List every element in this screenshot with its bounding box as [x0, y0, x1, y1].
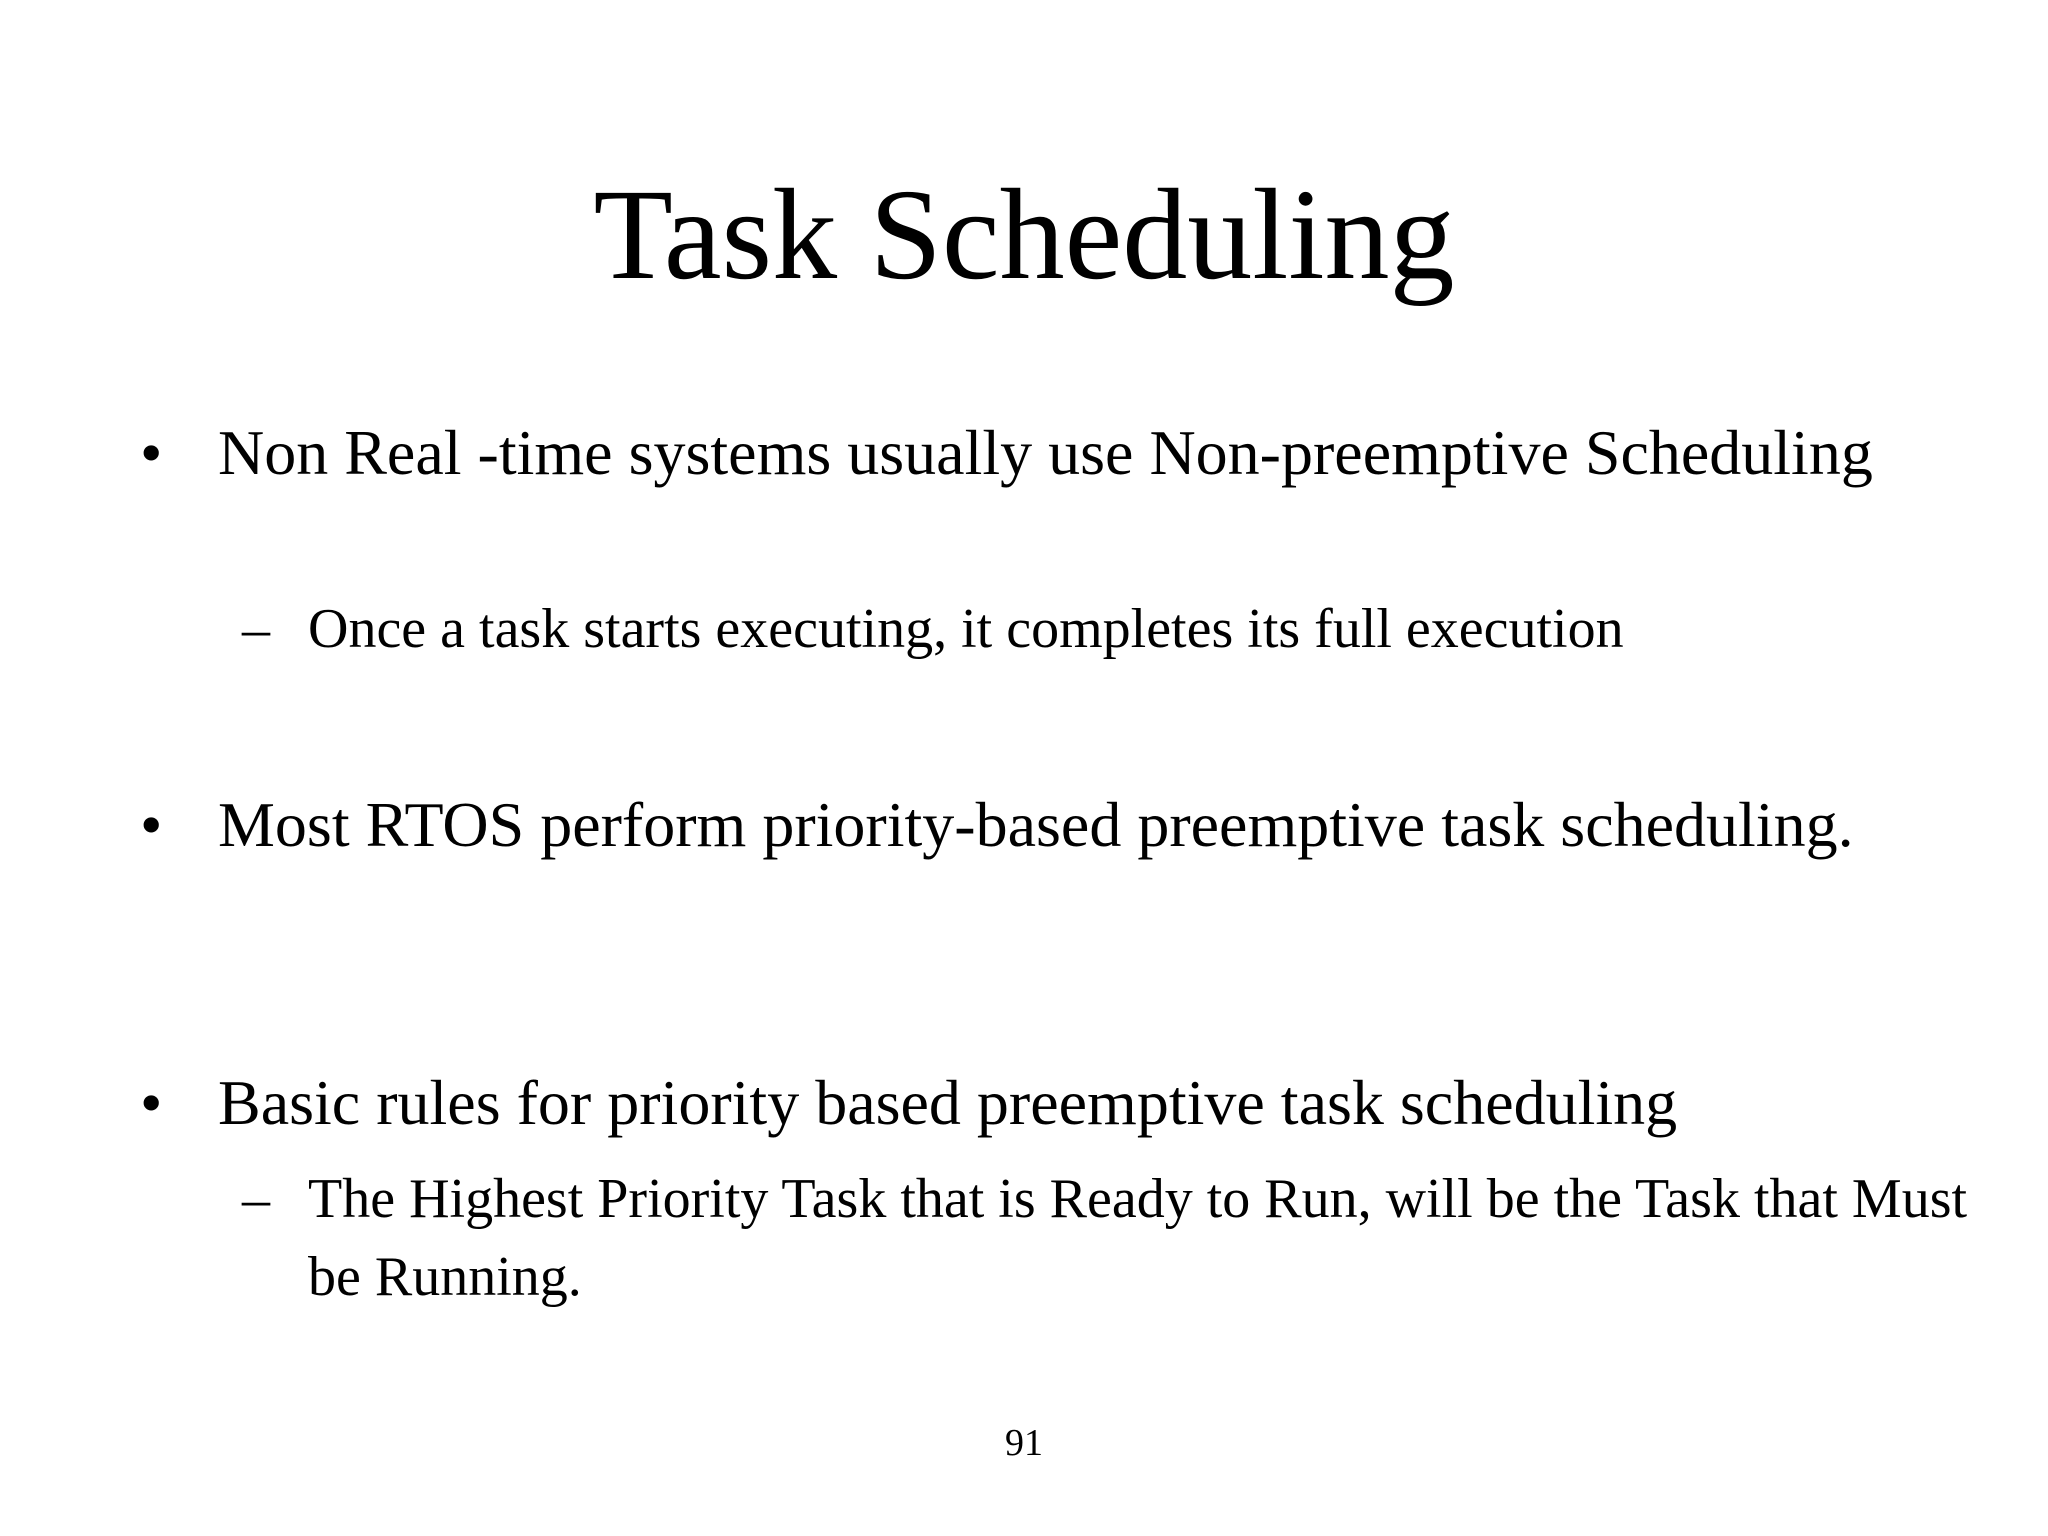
bullet-marker: • — [140, 789, 163, 860]
bullet-item — [140, 782, 1878, 867]
sub-bullet-item — [242, 1160, 2008, 1316]
bullet-marker: • — [140, 1067, 163, 1138]
bullet-marker: • — [140, 417, 163, 488]
bullet-item — [140, 1060, 1878, 1145]
sub-bullet-marker: – — [242, 598, 270, 660]
sub-bullet-text: The Highest Priority Task that is Ready to Run, will be the Task that Must be Running. — [308, 1168, 1968, 1308]
page-number: 91 — [1005, 1422, 1043, 1464]
sub-bullet-item — [242, 590, 2008, 668]
sub-bullet-text: Once a task starts executing, it completes its full execution — [308, 598, 1624, 660]
slide-title: Task Scheduling — [593, 163, 1455, 307]
bullet-text: Basic rules for priority based preemptive task scheduling — [218, 1067, 1678, 1138]
sub-bullet-marker: – — [242, 1168, 270, 1230]
bullet-text: Non Real -time systems usually use Non-preemptive Scheduling — [218, 417, 1873, 488]
bullet-text: Most RTOS perform priority-based preemptive task scheduling. — [218, 789, 1854, 860]
bullet-item — [140, 410, 1878, 495]
